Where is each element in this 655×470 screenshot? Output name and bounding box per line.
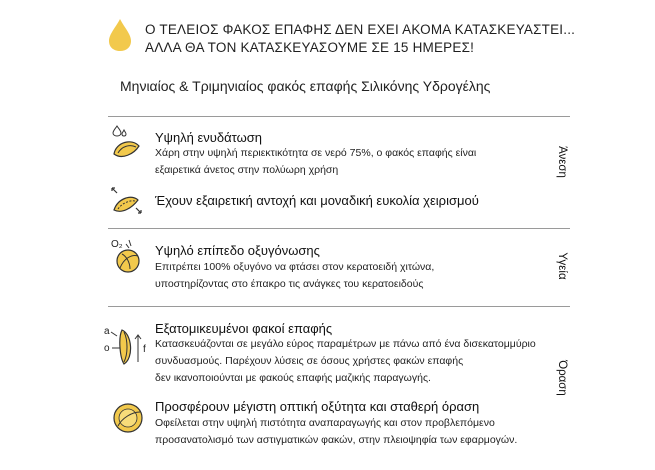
- durable-lens-icon: [108, 186, 144, 216]
- feature-title-hydration: Υψηλή ενυδάτωση: [155, 130, 263, 145]
- feature-desc-sharp-vision: Οφείλεται στην υψηλή πιστότητα αναπαραγωγής και στον προβλεπόμενο προσανατολισμό των αστιγματικών φακών, στην πλειοψηφία των εφαρμογών.: [155, 417, 518, 446]
- feature-title-sharp-vision: Προσφέρουν μέγιστη οπτική οξύτητα και σταθερή όραση: [155, 399, 480, 414]
- section-label-comfort: Άνεση: [556, 146, 568, 178]
- svg-text:O₂: O₂: [111, 239, 123, 250]
- feature-title-oxygen: Υψηλό επίπεδο οξυγόνωσης: [155, 243, 320, 258]
- section-label-health: Υγεία: [556, 252, 568, 280]
- feature-desc-hydration: Χάρη στην υψηλή περιεκτικότητα σε νερό 75%, ο φακός επαφής είναι εξαιρετικά άνετος στην πολύωρη χρήση: [155, 147, 477, 176]
- sharp-vision-lens-icon: [110, 400, 146, 436]
- headline-line-2: ΑΛΛΑ ΘΑ ΤΟΝ ΚΑΤΑΣΚΕΥΑΣΟΥΜΕ ΣΕ 15 ΗΜΕΡΕΣ!: [145, 40, 475, 55]
- feature-title-custom: Εξατομικευμένοι φακοί επαφής: [155, 321, 333, 336]
- svg-text:a: a: [104, 326, 110, 337]
- svg-text:f: f: [143, 344, 146, 355]
- custom-lens-icon: [102, 322, 150, 370]
- section-divider: [108, 306, 570, 307]
- feature-desc-oxygen: Επιτρέπει 100% οξυγόνο να φτάσει στον κερατοειδή χιτώνα, υποστηρίζοντας στο έπακρο τις ανάγκες του κερατοειδούς: [155, 261, 435, 290]
- oxygen-lens-icon: [110, 236, 146, 276]
- section-divider: [108, 116, 570, 117]
- headline-line-1: Ο ΤΕΛΕΙΟΣ ΦΑΚΟΣ ΕΠΑΦΗΣ ΔΕΝ ΕΧΕΙ ΑΚΟΜΑ ΚΑΤΑΣΚΕΥΑΣΤΕΙ...: [145, 22, 576, 37]
- feature-title-durability: Έχουν εξαιρετική αντοχή και μοναδική ευκολία χειρισμού: [155, 193, 479, 208]
- section-label-vision: Όραση: [556, 360, 568, 396]
- hydration-lens-icon: [108, 124, 142, 164]
- section-divider: [108, 228, 570, 229]
- svg-text:o: o: [104, 343, 110, 354]
- feature-desc-custom: Κατασκευάζονται σε μεγάλο εύρος παραμέτρων με πάνω από ένα δισεκατομμύριο συνδυασμούς. Παρέχουν λύσεις σε όσους χρήστες φακών επαφής δεν ικανοποιούνται με φακούς επαφής μαζικής παραγωγής.: [155, 338, 536, 384]
- page-subtitle: Μηνιαίος & Τριμηνιαίος φακός επαφής Σιλικόνης Υδρογέλης: [120, 78, 491, 94]
- drop-icon: [106, 17, 134, 53]
